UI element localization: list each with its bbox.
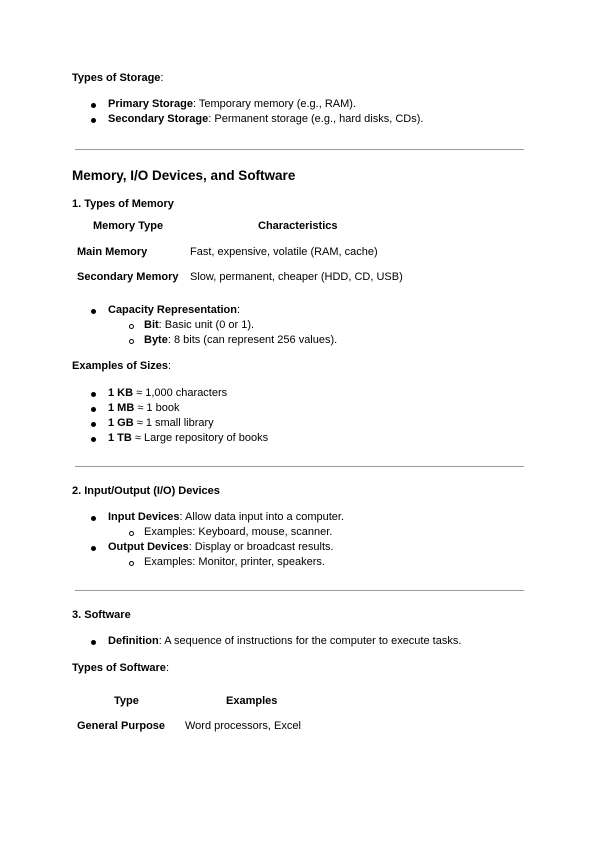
list-item: Output Devices: Display or broadcast results.	[108, 541, 334, 553]
table-cell: Main Memory	[77, 246, 148, 258]
bullet-icon	[91, 546, 96, 551]
divider	[75, 466, 524, 467]
list-item: 1 MB ≈ 1 book	[108, 402, 180, 414]
software-heading: 3. Software	[72, 609, 131, 621]
bullet-icon	[91, 640, 96, 645]
list-item: 1 TB ≈ Large repository of books	[108, 432, 269, 444]
table-header-memory-type: Memory Type	[93, 220, 164, 232]
sub-bullet-icon	[129, 531, 134, 536]
list-item: Bit: Basic unit (0 or 1).	[144, 319, 255, 331]
bullet-icon	[91, 422, 96, 427]
bullet-icon	[91, 309, 96, 314]
bullet-icon	[91, 407, 96, 412]
table-cell: Word processors, Excel	[185, 720, 301, 732]
sub-bullet-icon	[129, 324, 134, 329]
table-cell: Fast, expensive, volatile (RAM, cache)	[190, 246, 378, 258]
bullet-icon	[91, 103, 96, 108]
list-item: Primary Storage: Temporary memory (e.g., RAM).	[108, 98, 356, 110]
io-heading: 2. Input/Output (I/O) Devices	[72, 485, 220, 497]
table-header-characteristics: Characteristics	[258, 220, 338, 232]
table-cell: Slow, permanent, cheaper (HDD, CD, USB)	[190, 271, 403, 283]
sub-bullet-icon	[129, 561, 134, 566]
list-item: Input Devices: Allow data input into a computer.	[108, 511, 345, 523]
bullet-icon	[91, 516, 96, 521]
bullet-icon	[91, 437, 96, 442]
table-header-examples: Examples	[226, 695, 278, 707]
list-item: Examples: Keyboard, mouse, scanner.	[144, 526, 333, 538]
bullet-icon	[91, 392, 96, 397]
sizes-heading: Examples of Sizes:	[72, 360, 172, 372]
list-item: 1 GB ≈ 1 small library	[108, 417, 214, 429]
divider	[75, 590, 524, 591]
section-title: Memory, I/O Devices, and Software	[72, 168, 296, 183]
list-item: Capacity Representation:	[108, 304, 241, 316]
list-item: 1 KB ≈ 1,000 characters	[108, 387, 228, 399]
table-cell: Secondary Memory	[77, 271, 179, 283]
table-header-type: Type	[114, 695, 139, 707]
list-item: Examples: Monitor, printer, speakers.	[144, 556, 325, 568]
list-item: Secondary Storage: Permanent storage (e.g., hard disks, CDs).	[108, 113, 424, 125]
list-item: Definition: A sequence of instructions for the computer to execute tasks.	[108, 635, 462, 647]
table-cell: General Purpose	[77, 720, 166, 732]
memory-heading: 1. Types of Memory	[72, 198, 174, 210]
list-item: Byte: 8 bits (can represent 256 values).	[144, 334, 338, 346]
software-types-heading: Types of Software:	[72, 662, 169, 674]
storage-heading: Types of Storage:	[72, 72, 164, 84]
divider	[75, 149, 524, 150]
sub-bullet-icon	[129, 339, 134, 344]
bullet-icon	[91, 118, 96, 123]
